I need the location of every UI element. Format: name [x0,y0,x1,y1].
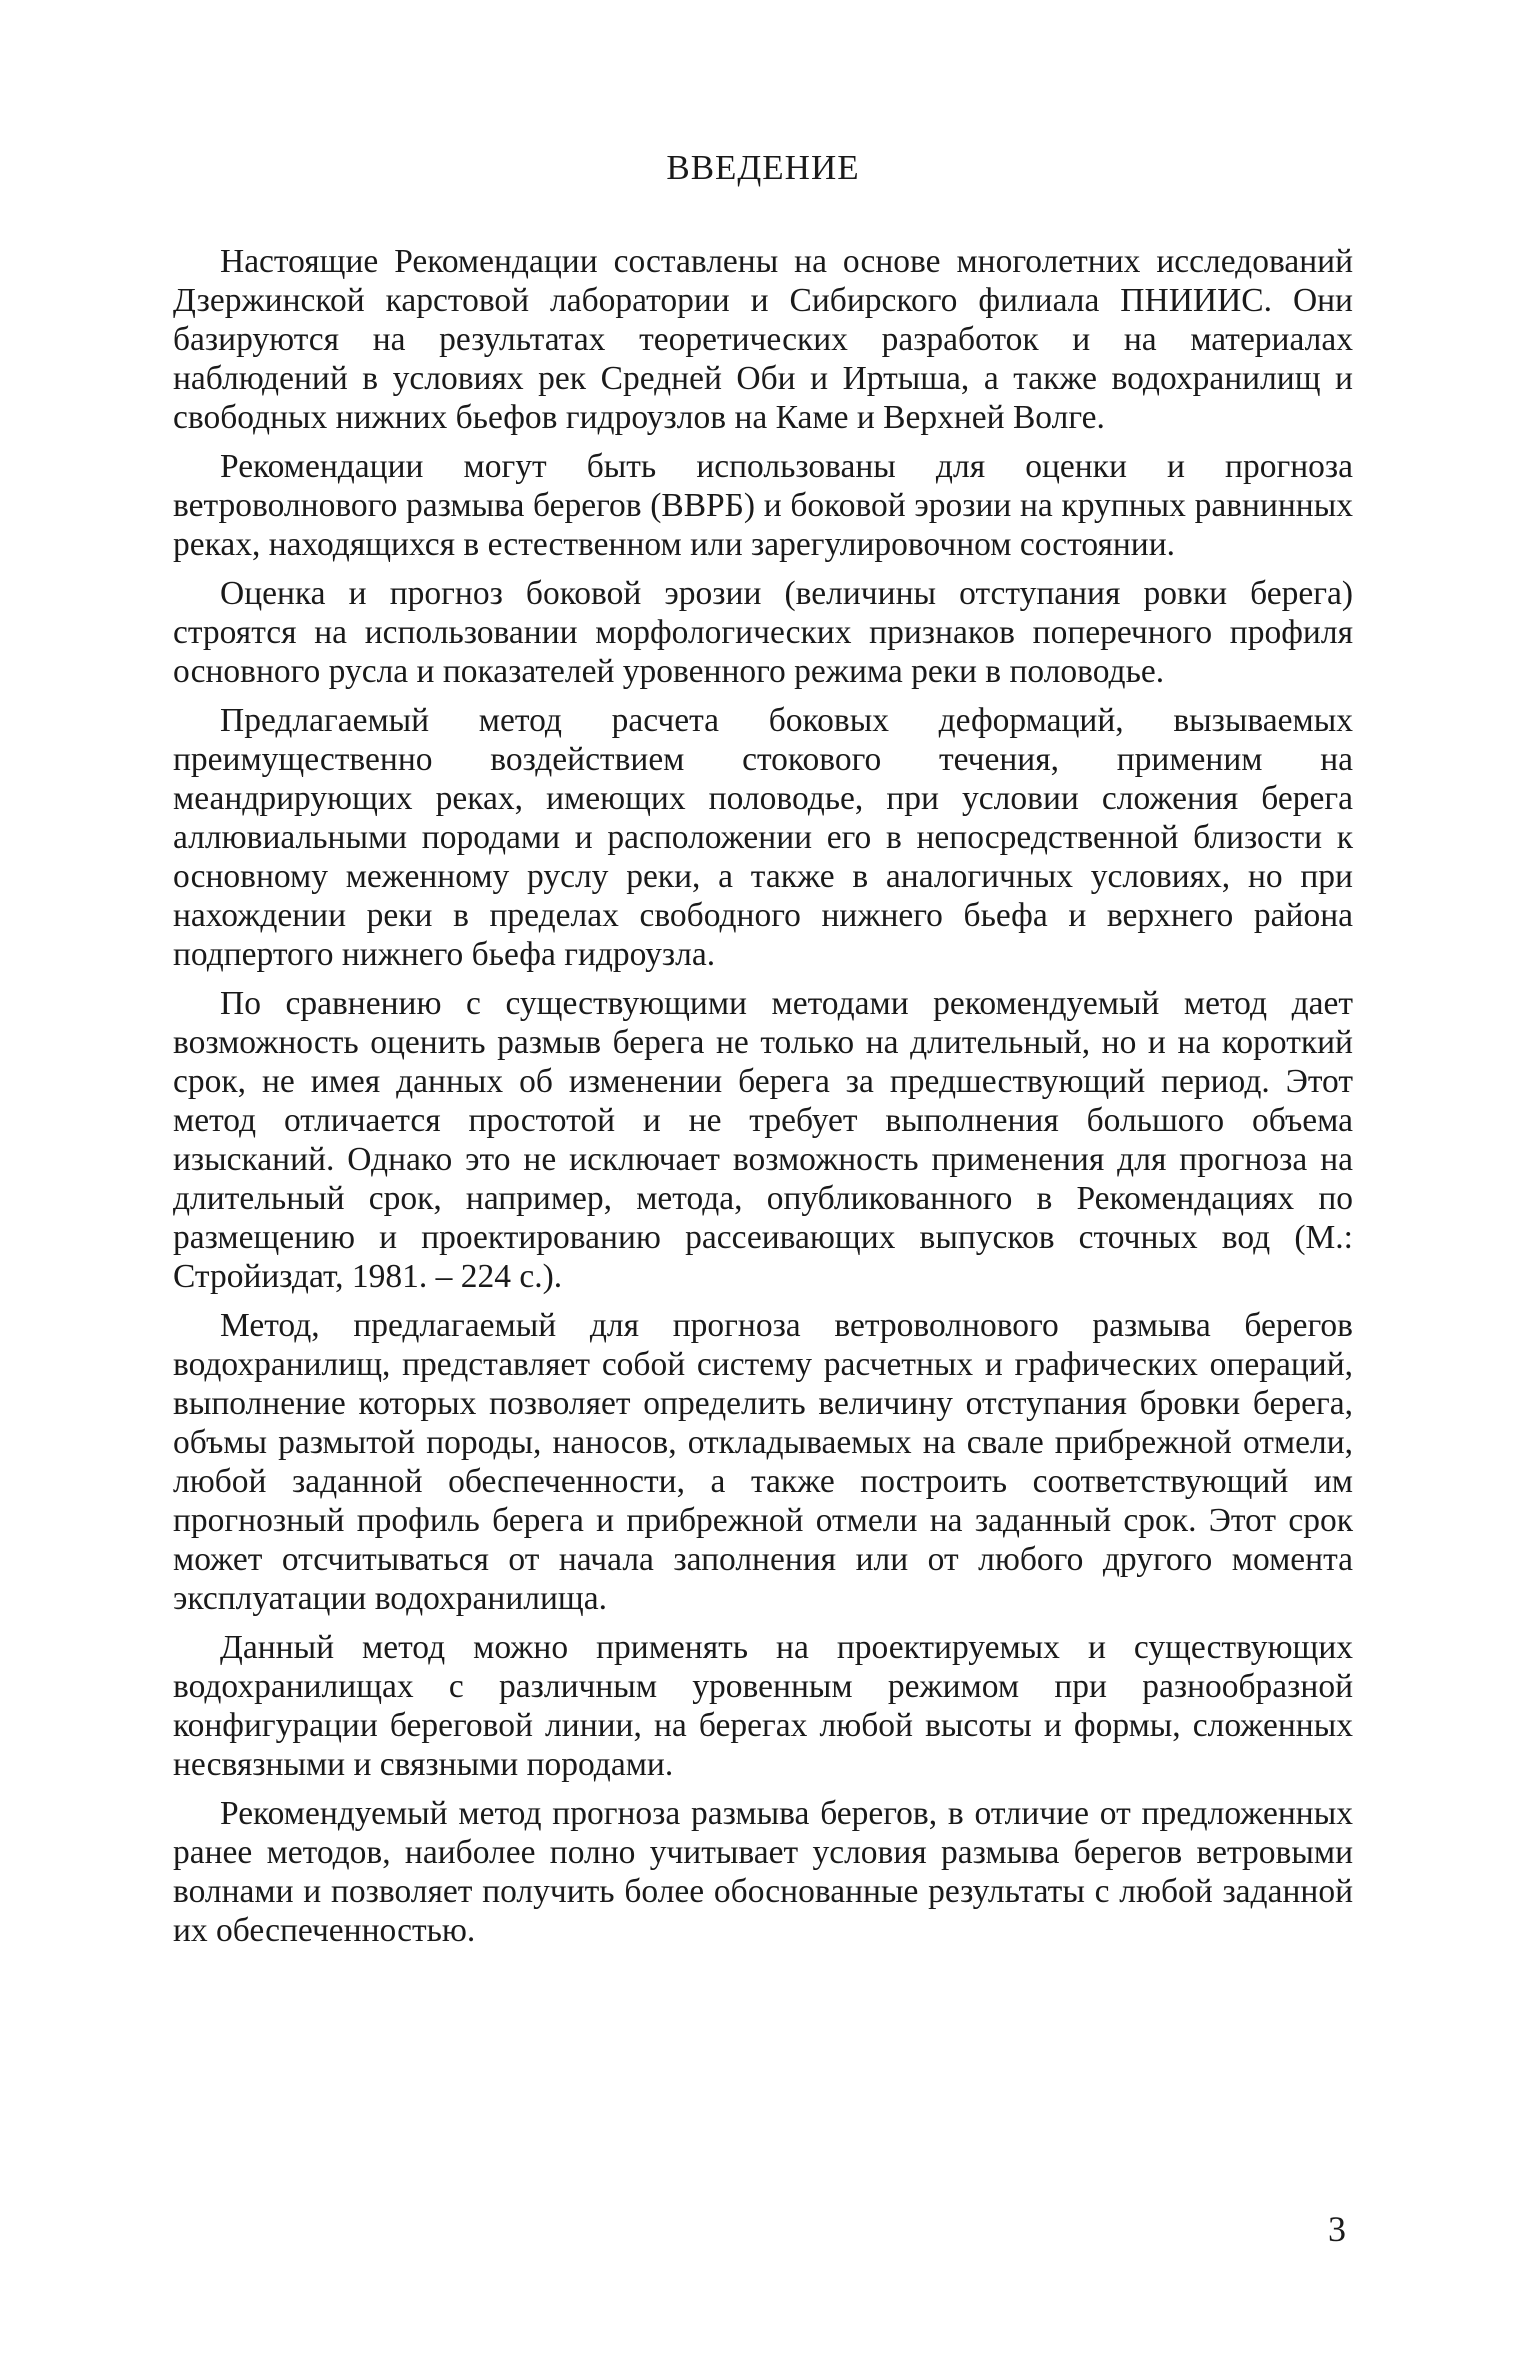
paragraph: Данный метод можно применять на проектируемых и существующих водохранилищах с различным уровенным режимом при разнообразной конфигурации береговой линии, на берегах любой высоты и формы, сложенных несвязными и связными породами. [173,1629,1353,1783]
paragraph: Предлагаемый метод расчета боковых деформаций, вызываемых преимущественно воздействием стокового течения, применим на меандрирующих реках, имеющих половодье, при условии сложения берега аллювиальными породами и расположении его в непосредственной близости к основному меженному руслу реки, а также в аналогичных условиях, но при нахождении реки в пределах свободного нижнего бьефа и верхнего района подпертого нижнего бьефа гидроузла. [173,702,1353,973]
document-page [173,148,1353,1950]
paragraph: Метод, предлагаемый для прогноза ветроволнового размыва берегов водохранилищ, представляет собой систему расчетных и графических операций, выполнение которых позволяет определить величину отступания бровки берега, объмы размытой породы, наносов, откладываемых на свале прибрежной отмели, любой заданной обеспеченности, а также построить соответствующий им прогнозный профиль берега и прибрежной отмели на заданный срок. Этот срок может отсчитываться от начала заполнения или от любого другого момента эксплуатации водохранилища. [173,1307,1353,1617]
paragraph: Настоящие Рекомендации составлены на основе многолетних исследований Дзержинской карстовой лаборатории и Сибирского филиала ПНИИИС. Они базируются на результатах теоретических разработок и на материалах наблюдений в условиях рек Средней Оби и Иртыша, а также водохранилищ и свободных нижних бьефов гидроузлов на Каме и Верхней Волге. [173,243,1353,436]
paragraph: Оценка и прогноз боковой эрозии (величины отступания ровки берега) строятся на использовании морфологических признаков поперечного профиля основного русла и показателей уровенного режима реки в половодье. [173,575,1353,690]
paragraph: Рекомендуемый метод прогноза размыва берегов, в отличие от предложенных ранее методов, наиболее полно учитывает условия размыва берегов ветровыми волнами и позволяет получить более обоснованные результаты с любой заданной их обеспеченностью. [173,1795,1353,1949]
paragraph: По сравнению с существующими методами рекомендуемый метод дает возможность оценить размыв берега не только на длительный, но и на короткий срок, не имея данных об изменении берега за предшествующий период. Этот метод отличается простотой и не требует выполнения большого объема изысканий. Однако это не исключает возможность применения для прогноза на длительный срок, например, метода, опубликованного в Рекомендациях по размещению и проектированию рассеивающих выпусков сточных вод (М.: Стройиздат, 1981. – 224 с.). [173,985,1353,1295]
paragraph: Рекомендации могут быть использованы для оценки и прогноза ветроволнового размыва берегов (ВВРБ) и боковой эрозии на крупных равнинных реках, находящихся в естественном или зарегулировочном состоянии. [173,448,1353,563]
page-number: 3 [1328,2209,1346,2249]
page-title: ВВЕДЕНИЕ [666,148,860,187]
